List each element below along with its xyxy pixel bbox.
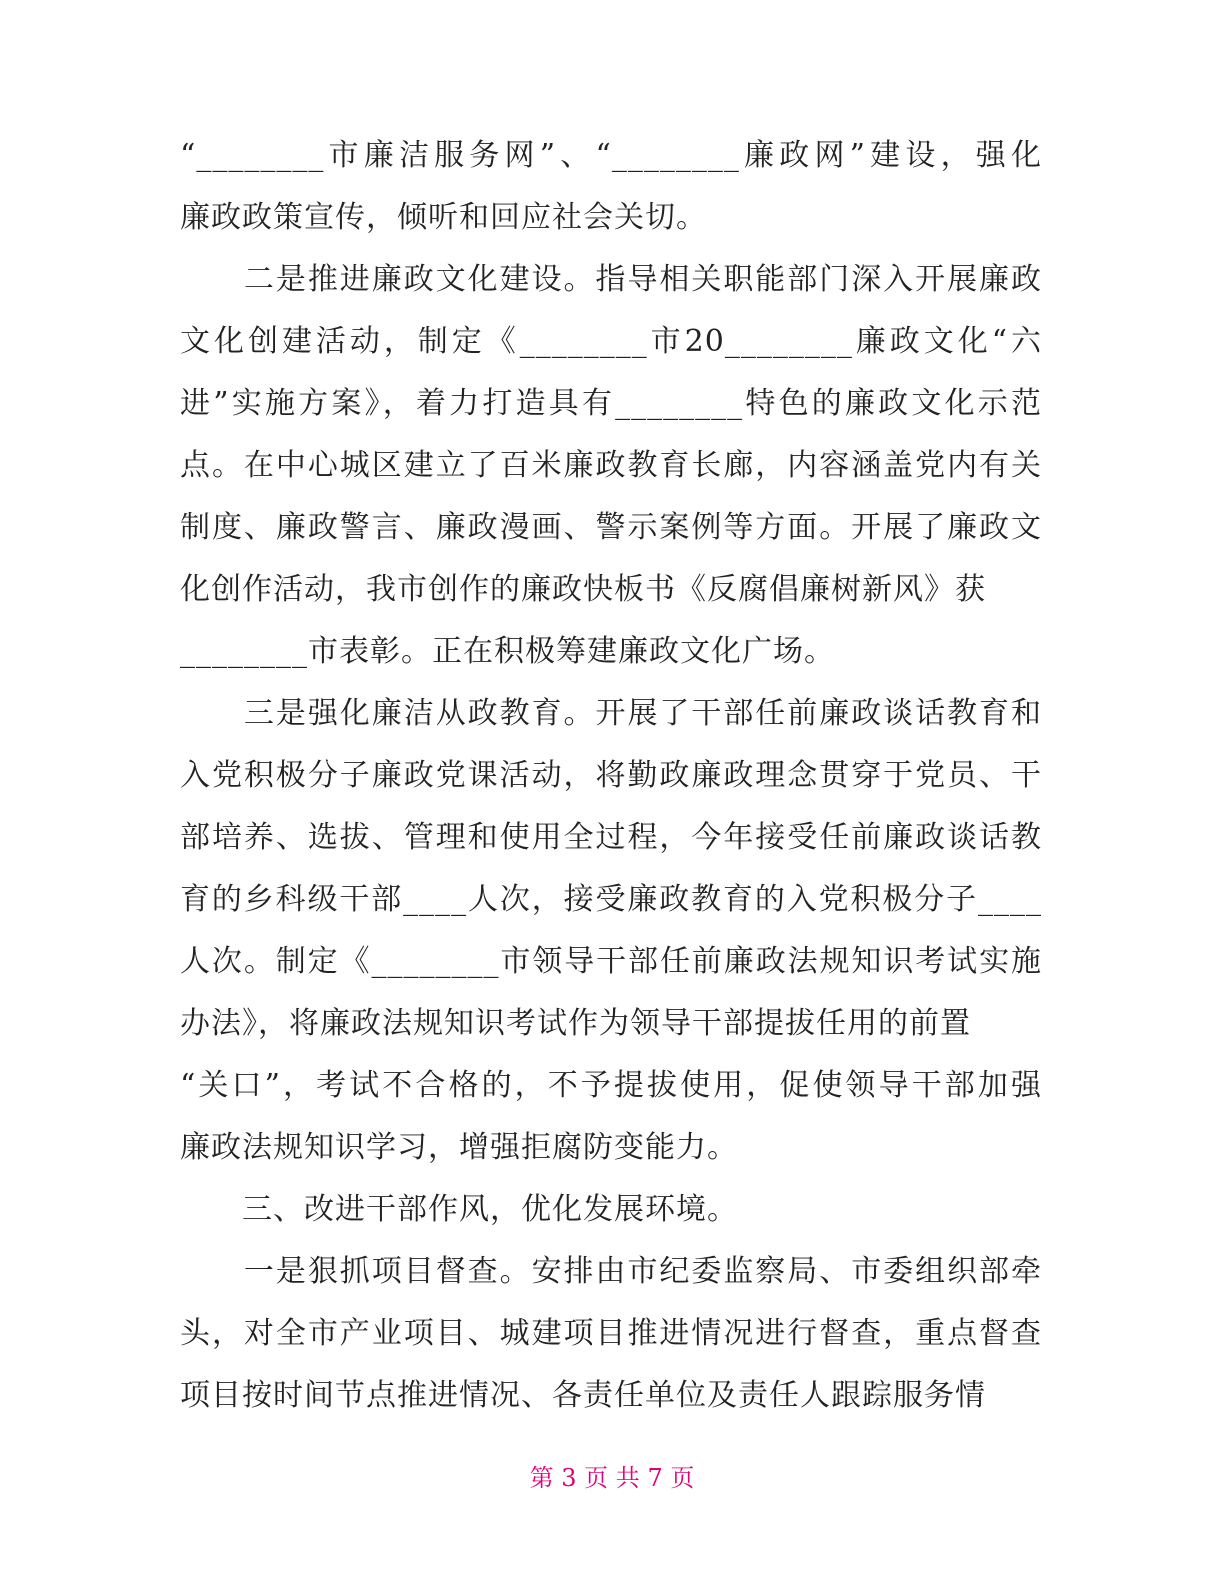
text-line: 办法》，将廉政法规知识考试作为领导干部提拔任用的前置 — [180, 1006, 971, 1041]
text-line: 三是强化廉洁从政教育。开展了干部任前廉政谈话教育和 — [180, 696, 1042, 731]
text-line: 头，对全市产业项目、城建项目推进情况进行督查，重点督查 — [180, 1316, 1042, 1351]
page-number-footer: 第 3 页 共 7 页 — [529, 1464, 695, 1492]
text-line: ________市表彰。正在积极筹建廉政文化广场。 — [180, 634, 835, 669]
text-line: 点。在中心城区建立了百米廉政教育长廊，内容涵盖党内有关 — [180, 448, 1042, 483]
text-line: 文化创建活动，制定《________市20________廉政文化“六 — [180, 324, 1042, 359]
text-line: 项目按时间节点推进情况、各责任单位及责任人跟踪服务情 — [180, 1378, 986, 1413]
text-line: 二是推进廉政文化建设。指导相关职能部门深入开展廉政 — [180, 262, 1042, 297]
text-line: 入党积极分子廉政党课活动，将勤政廉政理念贯穿于党员、干 — [180, 758, 1042, 793]
document-body — [180, 125, 1042, 1427]
text-line: 化创作活动，我市创作的廉政快板书《反腐倡廉树新风》获 — [180, 572, 986, 607]
text-line: 廉政法规知识学习，增强拒腐防变能力。 — [180, 1130, 738, 1165]
text-line: 进”实施方案》，着力打造具有________特色的廉政文化示范 — [180, 386, 1042, 421]
text-line: 一是狠抓项目督查。安排由市纪委监察局、市委组织部牵 — [180, 1254, 1042, 1289]
text-line: “关口”，考试不合格的，不予提拔使用，促使领导干部加强 — [180, 1068, 1042, 1103]
text-line: 育的乡科级干部____人次，接受廉政教育的入党积极分子____ — [180, 882, 1042, 917]
text-line: 制度、廉政警言、廉政漫画、警示案例等方面。开展了廉政文 — [180, 510, 1042, 545]
text-line: “________市廉洁服务网”、“________廉政网”建设，强化 — [180, 138, 1042, 173]
text-line: 部培养、选拔、管理和使用全过程，今年接受任前廉政谈话教 — [180, 820, 1042, 855]
text-line: 三、改进干部作风，优化发展环境。 — [180, 1192, 738, 1227]
text-line: 人次。制定《________市领导干部任前廉政法规知识考试实施 — [180, 944, 1042, 979]
text-line: 廉政政策宣传，倾听和回应社会关切。 — [180, 200, 707, 235]
